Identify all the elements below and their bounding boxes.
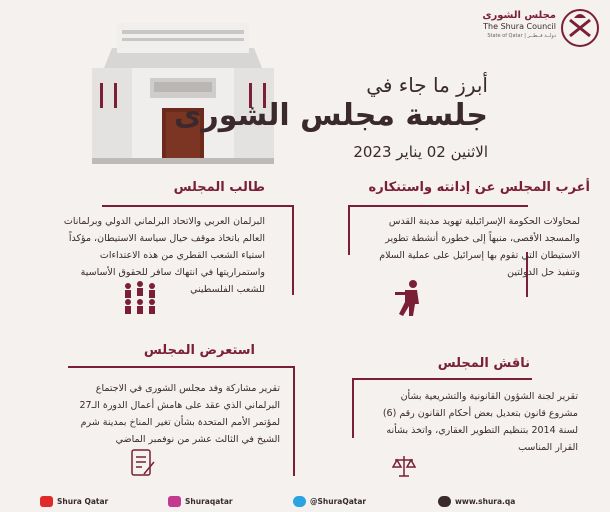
instagram-icon [168,496,181,507]
scales-icon [392,454,416,478]
section-title-demands: طالب المجلس [173,180,265,195]
logo-subtitle: State of Qatar | دولــة قــطــر [487,33,556,39]
session-date: الاثنين 02 يناير 2023 [353,143,488,161]
soldier-icon [395,278,425,318]
globe-icon [438,496,451,507]
building-icon [92,8,274,164]
footer-twitter[interactable]: @ShuraQatar [293,496,366,507]
crowd-icon [120,280,160,314]
footer-youtube[interactable]: Shura Qatar [40,496,108,507]
youtube-icon [40,496,53,507]
section-title-condemn: أعرب المجلس عن إدانته واستنكاره [368,180,590,195]
page-title: جلسة مجلس الشورى [174,98,488,133]
footer-bar [0,493,610,512]
section-title-reviewed: استعرض المجلس [143,343,255,358]
council-logo [445,8,600,48]
section-body-condemn: لمحاولات الحكومة الإسرائيلية تهويد مدينة القدس والمسجد الأقصى، منبهاً إلى خطورة أنشطة تطوير الاستيطان التي تقوم بها إسرائيل على عملية السلام وتنفيذ حل الدولتين [379,216,580,278]
section-title-discussed: ناقش المجلس [437,356,530,371]
section-body-discussed: تقرير لجنة الشؤون القانونية والتشريعية بشأن مشروع قانون بتعديل بعض أحكام القانون رقم (6) لسنة 2014 بتنظيم التطوير العقاري، واتخذ بشأنه القرار المناسب [382,391,578,453]
section-body-reviewed: تقرير مشاركة وفد مجلس الشورى في الاجتماع البرلماني الذي عقد على هامش أعمال الدورة الـ27 لمؤتمر الأمم المتحدة بشأن تغير المناخ بمدينة شرم الشيخ في الثالث عشر من نوفمبر الماضي [79,383,280,445]
footer-website[interactable]: www.shura.qa [438,496,515,507]
twitter-icon [293,496,306,507]
emblem-icon [560,8,600,48]
footer-instagram[interactable]: Shuraqatar [168,496,233,507]
headline-intro: أبرز ما جاء في [366,73,488,97]
section-body-demands: البرلمان العربي والاتحاد البرلماني الدولي وبرلمانات العالم باتخاذ موقف حيال سياسة الاستيطان، مؤكداً استياء الشعب القطري من هذه الاعتداءات واستمراريتها في انتهاك سافر للحقوق الأساسية للشعب الفلسطيني [63,216,265,295]
report-icon [130,448,156,478]
logo-english: The Shura Council [483,22,556,31]
logo-arabic: مجلس الشورى [482,10,556,21]
